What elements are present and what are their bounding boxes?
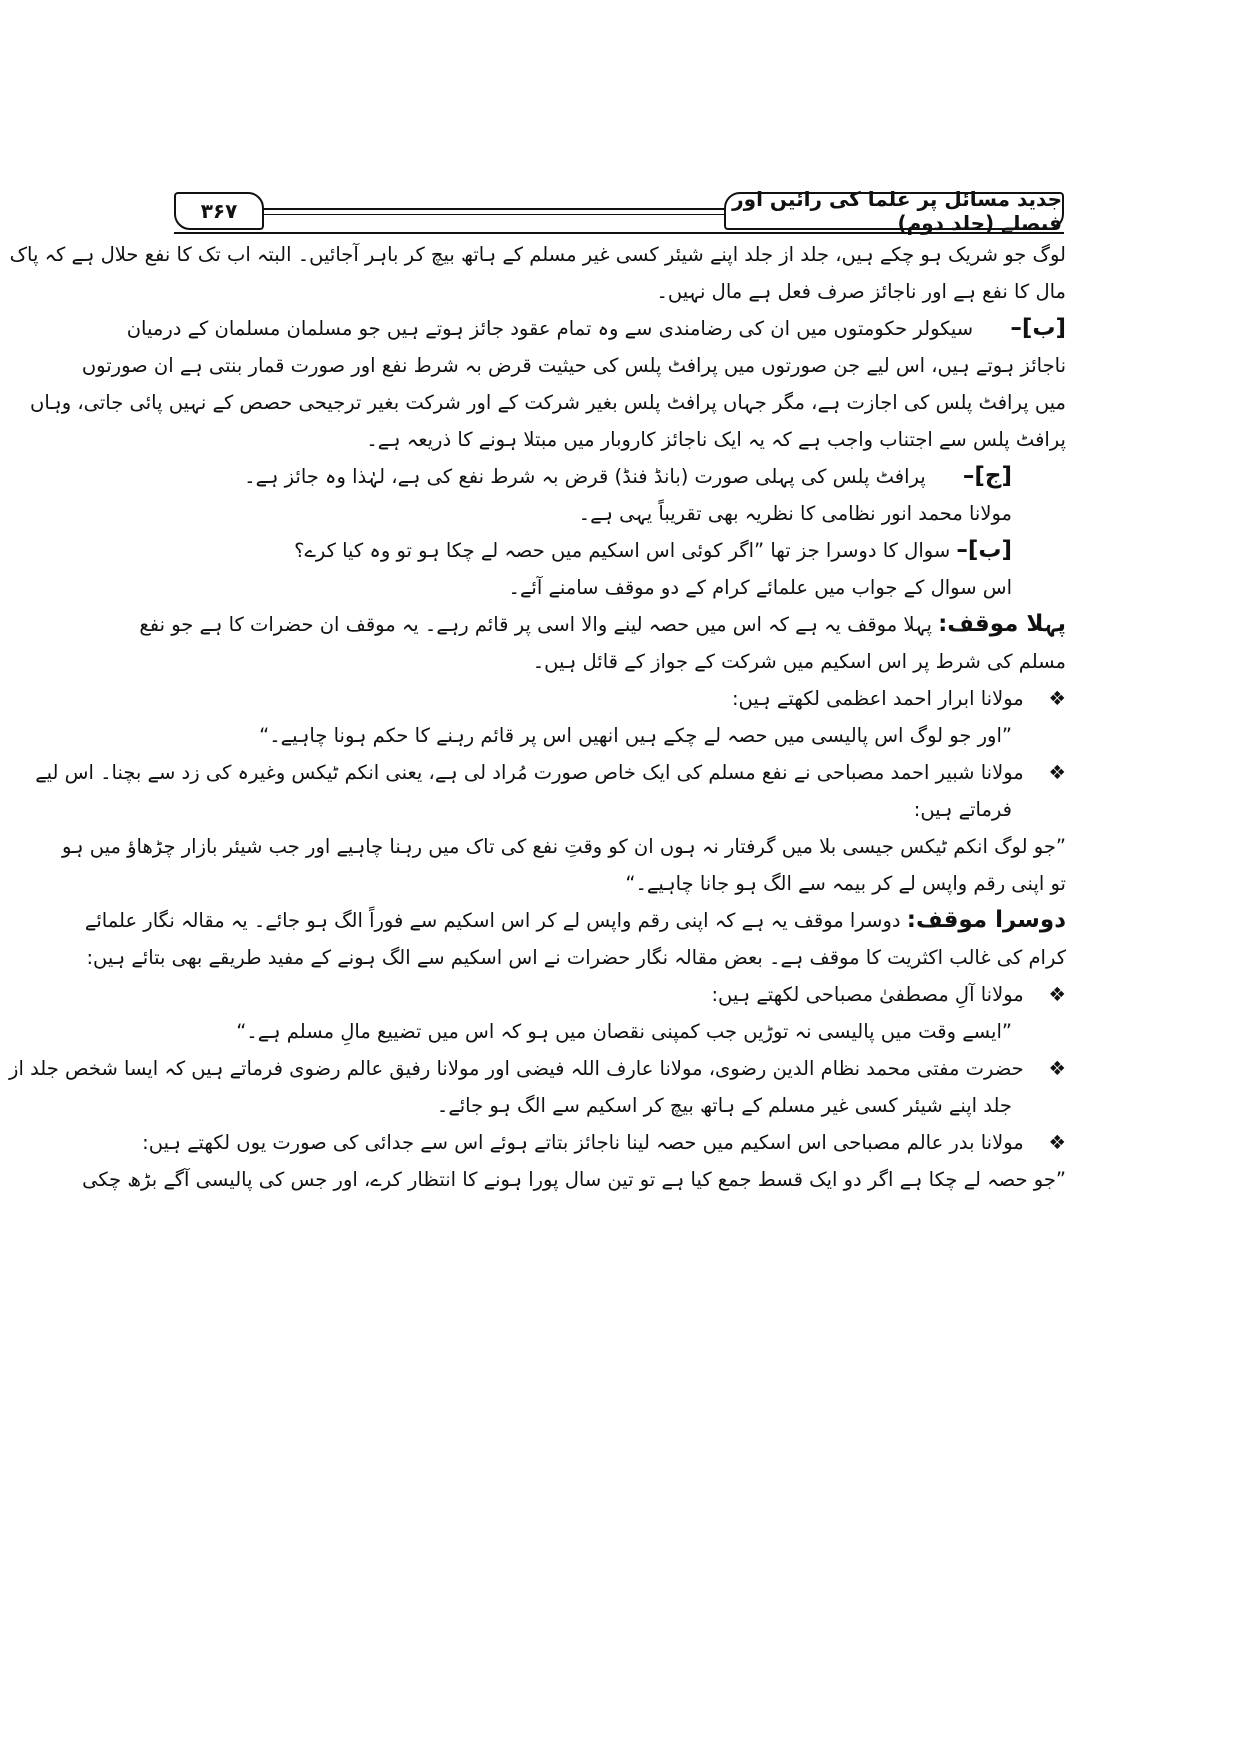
book-title: جدید مسائل پر علما کی رائیں اور فیصلے (جلد دوم) — [724, 192, 1064, 230]
text-line: پرافٹ پلس سے اجتناب واجب ہے کہ یہ ایک ناجائز کاروبار میں مبتلا ہونے کا ذریعہ ہے۔ — [366, 428, 1066, 451]
bullet-icon: ❖ — [1048, 687, 1066, 710]
text-line: مسلم کی شرط پر اس اسکیم میں شرکت کے جواز کے قائل ہیں۔ — [532, 650, 1066, 673]
bullet-line — [142, 1124, 1066, 1161]
text-line: ناجائز ہوتے ہیں، اس لیے جن صورتوں میں پرافٹ پلس کی حیثیت قرض بہ شرط نفع اور صورت قمار بنتی ہے ان صورتوں — [81, 354, 1066, 377]
bullet-icon: ❖ — [1048, 1131, 1066, 1154]
text-line: اس سوال کے جواب میں علمائے کرام کے دو موقف سامنے آئے۔ — [508, 576, 1012, 599]
bullet-line — [35, 754, 1066, 791]
text-line: مولانا ابرار احمد اعظمی لکھتے ہیں: — [731, 687, 1024, 710]
bullet-line — [9, 1050, 1066, 1087]
quote-line: ”جو حصہ لے چکا ہے اگر دو ایک قسط جمع کیا ہے تو تین سال پورا ہونے کا انتظار کرے، اور جس کی پالیسی آگے بڑھ چکی — [82, 1168, 1066, 1191]
text-line-second-view — [84, 902, 1066, 939]
page-number: ۳۶۷ — [174, 192, 264, 230]
text-line-j — [174, 458, 1066, 495]
text-line: پہلا موقف یہ ہے کہ اس میں حصہ لینے والا اسی پر قائم رہے۔ یہ موقف ان حضرات کا ہے جو نفع — [139, 613, 932, 636]
text-line: دوسرا موقف یہ ہے کہ اپنی رقم واپس لے کر اس اسکیم سے فوراً الگ ہو جائے۔ یہ مقالہ نگار علمائے — [84, 909, 901, 932]
label-second-view: دوسرا موقف: — [906, 907, 1066, 933]
quote-line: ”ایسے وقت میں پالیسی نہ توڑیں جب کمپنی نقصان میں ہو کہ اس میں تضییع مالِ مسلم ہے۔“ — [236, 1020, 1012, 1043]
text-line: میں پرافٹ پلس کی اجازت ہے، مگر جہاں پرافٹ پلس بغیر شرکت کے اور شرکت بغیر ترجیحی حصص کے نہیں پائی جاتی، وہاں — [30, 391, 1066, 414]
bullet-icon: ❖ — [1048, 1057, 1066, 1080]
bullet-line — [174, 976, 1066, 1013]
text-line: کرام کی غالب اکثریت کا موقف ہے۔ بعض مقالہ نگار حضرات نے اس اسکیم سے الگ ہونے کے مفید طریقے بھی بتائے ہیں: — [86, 946, 1066, 969]
label-first-view: پہلا موقف: — [938, 611, 1066, 637]
body-text — [9, 236, 1066, 1198]
header-underline — [174, 232, 1064, 234]
text-line: جلد اپنے شیئر کسی غیر مسلم کے ہاتھ بیچ کر اسکیم سے الگ ہو جائے۔ — [436, 1094, 1012, 1117]
bullet-icon: ❖ — [1048, 983, 1066, 1006]
text-line: مولانا بدر عالم مصباحی اس اسکیم میں حصہ لینا ناجائز بتاتے ہوئے اس سے جدائی کی صورت یوں لکھتے ہیں: — [142, 1131, 1024, 1154]
text-line-b2 — [174, 532, 1066, 569]
text-line: پرافٹ پلس کی پہلی صورت (بانڈ فنڈ) قرض بہ شرط نفع کی ہے، لہٰذا وہ جائز ہے۔ — [244, 465, 926, 488]
label-j: [ج]– — [962, 463, 1012, 489]
bullet-icon: ❖ — [1048, 761, 1066, 784]
bullet-line — [174, 680, 1066, 717]
text-line-first-view — [139, 606, 1066, 643]
text-line: حضرت مفتی محمد نظام الدین رضوی، مولانا عارف اللہ فیضی اور مولانا رفیق عالم رضوی فرماتے ہیں کہ ایسا شخص جلد از — [9, 1057, 1024, 1080]
page-header — [174, 187, 1064, 235]
text-line: مولانا محمد انور نظامی کا نظریہ بھی تقریباً یہی ہے۔ — [578, 502, 1012, 525]
text-line: مولانا آلِ مصطفیٰ مصباحی لکھتے ہیں: — [711, 983, 1024, 1006]
text-line: مال کا نفع ہے اور ناجائز صرف فعل ہے مال نہیں۔ — [656, 280, 1066, 303]
text-line: سیکولر حکومتوں میں ان کی رضامندی سے وہ تمام عقود جائز ہوتے ہیں جو مسلمان مسلمان کے درمیان — [126, 317, 974, 340]
text-line: لوگ جو شریک ہو چکے ہیں، جلد از جلد اپنے شیئر کسی غیر مسلم کے ہاتھ بیچ کر باہر آجائیں۔ البتہ اب تک کا نفع حلال ہے کہ پاک — [9, 243, 1066, 266]
quote-line: ”جو لوگ انکم ٹیکس جیسی بلا میں گرفتار نہ ہوں ان کو وقتِ نفع کی تاک میں رہنا چاہیے اور جب شیئر بازار چڑھاؤ میں ہو — [62, 835, 1066, 858]
text-line: مولانا شبیر احمد مصباحی نے نفع مسلم کی ایک خاص صورت مُراد لی ہے، یعنی انکم ٹیکس وغیرہ کی زد سے بچنا۔ اس لیے — [35, 761, 1024, 784]
text-line-b1 — [126, 310, 1066, 347]
label-b1: [ب]– — [1010, 315, 1066, 341]
text-line: فرماتے ہیں: — [913, 798, 1012, 821]
quote-line: تو اپنی رقم واپس لے کر بیمہ سے الگ ہو جانا چاہیے۔“ — [625, 872, 1066, 895]
text-line: سوال کا دوسرا جز تھا ”اگر کوئی اس اسکیم میں حصہ لے چکا ہو تو وہ کیا کرے؟ — [294, 539, 951, 562]
header-rule — [264, 208, 724, 215]
quote-line: ”اور جو لوگ اس پالیسی میں حصہ لے چکے ہیں انھیں اس پر قائم رہنے کا حکم ہونا چاہیے۔“ — [259, 724, 1012, 747]
label-b2: [ب]– — [956, 537, 1012, 563]
